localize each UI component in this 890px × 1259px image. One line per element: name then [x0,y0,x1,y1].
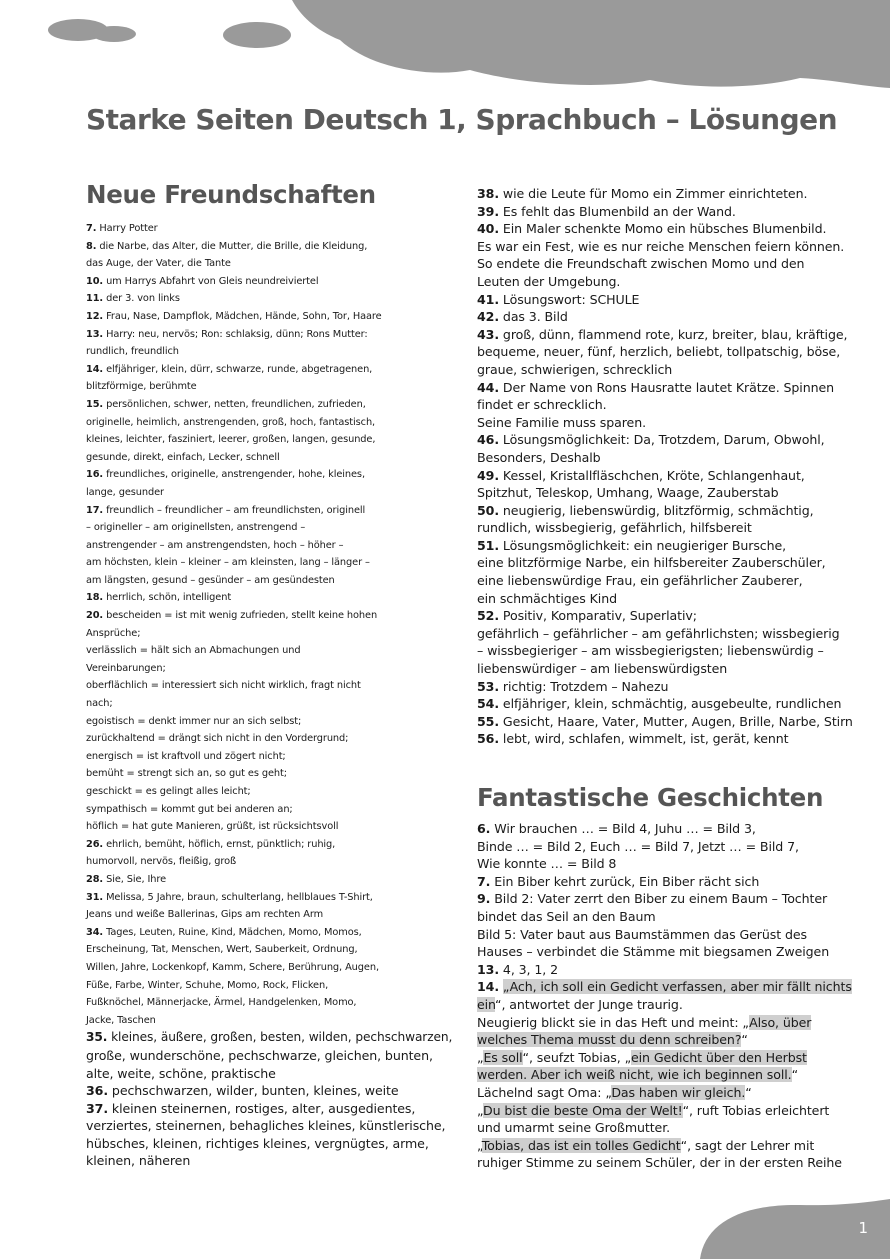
answer-line [477,961,852,979]
answer-text: das 3. Bild [499,309,568,325]
answer-text: Positiv, Komparativ, Superlativ; [499,608,697,624]
answer-line [477,1014,852,1032]
answer-line [477,484,853,502]
answer-text: elfjähriger, klein, dürr, schwarze, runde, abgetragenen, [103,363,373,375]
task-number: 17. [86,504,104,516]
answer-text: die Narbe, das Alter, die Mutter, die Brille, die Kleidung, [96,240,368,252]
answer-text: Wir brauchen … = Bild 4, Juhu … = Bild 3, [490,821,756,836]
task-number: 13. [86,328,104,340]
answer-line [477,449,853,467]
answer-text: “, antwortet der Junge traurig. [495,996,683,1012]
answer-line [477,203,853,221]
answer-line [477,1066,852,1084]
task-number: 39. [477,203,500,219]
task-number: 51. [477,537,500,553]
answer-line [477,519,853,537]
answer-line [477,1154,852,1172]
highlighted-text: welches Thema musst du denn schreiben? [477,1032,742,1048]
answer-text: kleines, äußere, großen, besten, wilden, pechschwarzen, [107,1030,453,1045]
answer-text: das Auge, der Vater, die Tante [86,258,231,270]
highlighted-text: werden. Aber ich weiß nicht, wie ich beginnen soll. [477,1067,792,1083]
task-number: 37. [86,1100,109,1116]
answer-text: Hauses – verbindet die Stämme mit biegsamen Zweigen [477,944,830,960]
task-number: 16. [86,469,104,481]
highlighted-text: Es soll [483,1049,523,1065]
answer-text: am höchsten, klein – kleiner – am kleinsten, lang – länger – [86,557,370,569]
answer-line [477,730,853,748]
answer-line [86,361,452,379]
answer-text: Willen, Jahre, Lockenkopf, Kamm, Schere, Berührung, Augen, [86,961,379,973]
task-number: 7. [86,223,97,234]
answer-line [86,607,452,625]
answer-text: oberflächlich = interessiert sich nicht wirklich, fragt nicht [86,680,361,692]
cloud-shape-large [292,0,890,88]
answer-line [477,1102,852,1120]
answer-text: kleinen, näheren [86,1153,191,1169]
answer-line [86,255,452,273]
task-number: 12. [86,310,104,322]
answer-text: graue, schwierigen, schrecklich [477,361,673,377]
answer-text: herrlich, schön, intelligent [103,592,232,604]
task-number: 53. [477,678,500,694]
answer-text: lange, gesunder [86,486,164,498]
answer-text: persönlichen, schwer, netten, freundlichen, zufrieden, [103,398,366,410]
answer-text: elfjähriger, klein, schmächtig, ausgebeulte, rundlichen [499,696,842,712]
answer-line [477,326,853,344]
answer-text: Tages, Leuten, Ruine, Kind, Mädchen, Momo, Momos, [103,926,362,938]
answer-text: hübsches, kleinen, richtiges kleines, vergnügtes, arme, [86,1135,429,1151]
answer-text: Fußknöchel, Männerjacke, Ärmel, Handgelenken, Momo, [86,997,357,1009]
answer-text: wie die Leute für Momo ein Zimmer einrichteten. [499,186,808,201]
task-number: 28. [86,873,104,885]
answer-line [477,185,853,203]
answer-line [86,765,452,783]
footer-tab-decoration [0,1199,890,1259]
answer-text: geschickt = es gelingt alles leicht; [86,786,251,797]
answer-line [477,855,852,873]
task-number: 42. [477,309,500,325]
task-number: 14. [477,979,500,995]
answer-line [86,502,452,520]
answer-text: ruhiger Stimme zu seinem Schüler, der in der ersten Reihe [477,1155,842,1171]
answer-line [86,889,452,907]
answer-text: pechschwarzen, wilder, bunten, kleines, weite [108,1083,399,1099]
answer-line [477,943,852,961]
answer-line [86,625,452,643]
task-number: 44. [477,379,500,395]
highlighted-text: „Ach, ich soll ein Gedicht verfassen, aber mir fällt nichts [502,979,852,995]
answer-text: “ [741,1032,748,1048]
answer-text: verlässlich = hält sich an Abmachungen und [86,645,301,657]
answer-text: um Harrys Abfahrt von Gleis neundreiviertel [103,275,319,287]
answer-line [86,589,452,607]
answer-text: groß, dünn, flammend rote, kurz, breiter, blau, kräftige, [499,326,848,342]
answer-line [86,730,452,748]
answer-text: “, sagt der Lehrer mit [680,1137,815,1153]
answer-text: gefährlich – gefährlicher – am gefährlichsten; wissbegierig [477,625,840,641]
answer-text: höflich = hat gute Manieren, grüßt, ist rücksichtsvoll [86,821,339,833]
highlighted-text: Du bist die beste Oma der Welt! [482,1102,683,1118]
answer-line [86,220,452,238]
answer-line [477,361,853,379]
section-title-neue-freundschaften: Neue Freundschaften [86,180,376,209]
answer-line [477,1137,852,1155]
answer-line [86,290,452,308]
answer-line [477,642,853,660]
task-number: 56. [477,731,500,747]
task-number: 36. [86,1083,109,1099]
answer-line [86,801,452,819]
cloud-shape-small [223,22,291,48]
answer-line [86,449,452,467]
task-number: 9. [477,891,491,907]
answer-text: Frau, Nase, Dampflok, Mädchen, Hände, Sohn, Tor, Haare [103,310,382,322]
answer-text: Bild 5: Vater baut aus Baumstämmen das Gerüst des [477,926,807,942]
answer-line [86,677,452,695]
answer-text: – origineller – am originellsten, anstrengend – [86,522,306,534]
answer-line [86,1135,452,1153]
answer-text: Lächelnd sagt Oma: „ [477,1084,612,1100]
answer-line [477,537,853,555]
answer-text: freundliches, originelle, anstrengender, hohe, kleines, [103,469,365,481]
answer-text: Wie konnte … = Bild 8 [477,856,617,872]
answer-line [477,838,852,856]
answer-text: Leuten der Umgebung. [477,273,621,289]
task-number: 50. [477,502,500,518]
answer-text: Füße, Farbe, Winter, Schuhe, Momo, Rock, Flicken, [86,979,329,991]
answer-line [477,713,853,731]
answer-text: energisch = ist kraftvoll und zögert nicht; [86,750,286,762]
answer-line [477,978,852,996]
answer-text: Melissa, 5 Jahre, braun, schulterlang, hellblaues T-Shirt, [103,891,373,903]
section-title-fantastische-geschichten: Fantastische Geschichten [477,783,824,812]
answer-text: “ [791,1067,798,1083]
answer-text: eine liebenswürdige Frau, ein gefährlicher Zauberer, [477,573,803,589]
answer-line [86,959,452,977]
answer-line [477,678,853,696]
answer-text: Vereinbarungen; [86,662,166,674]
answer-line [477,255,853,273]
answer-text: – wissbegieriger – am wissbegierigsten; liebenswürdig – [477,643,824,659]
task-number: 10. [86,275,104,287]
answer-list-right-bottom [477,820,852,1172]
answer-text: bemüht = strengt sich an, so gut es geht; [86,768,287,780]
task-number: 31. [86,891,104,903]
answer-line [86,1047,452,1065]
answer-line [86,748,452,766]
answer-text: Jacke, Taschen [86,1014,156,1026]
task-number: 14. [86,363,104,375]
answer-text: Seine Familie muss sparen. [477,414,646,430]
answer-line [477,1049,852,1067]
answer-text: blitzförmige, berühmte [86,381,197,393]
answer-text: Ein Biber kehrt zurück, Ein Biber rächt sich [490,873,760,889]
answer-line [86,572,452,590]
answer-text: rundlich, wissbegierig, gefährlich, hilfsbereit [477,520,752,536]
answer-line [86,1012,452,1030]
task-number: 20. [86,610,104,622]
answer-line [86,1082,452,1100]
answer-line [86,273,452,291]
highlighted-text: Das haben wir gleich. [611,1084,746,1100]
answer-text: „ [477,1137,482,1153]
answer-text: “, ruft Tobias erleichtert [682,1102,830,1118]
header-cloud-decoration [0,0,890,100]
answer-line [86,994,452,1012]
answer-line [86,853,452,871]
task-number: 43. [477,326,500,342]
answer-list-left [86,220,452,1170]
answer-text: alte, weite, schöne, praktische [86,1065,276,1081]
answer-line [477,607,853,625]
task-number: 6. [477,821,491,836]
answer-text: der 3. von links [103,293,180,305]
task-number: 8. [86,240,97,252]
answer-text: Spitzhut, Teleskop, Umhang, Waage, Zauberstab [477,485,779,501]
answer-line [477,308,853,326]
answer-line [86,713,452,731]
task-number: 26. [86,838,104,850]
cloud-shape-small [92,26,136,42]
task-number: 40. [477,221,500,237]
answer-line [477,908,852,926]
answer-line [477,695,853,713]
answer-line [477,502,853,520]
answer-text: So endete die Freundschaft zwischen Momo und den [477,256,805,272]
answer-text: liebenswürdiger – am liebenswürdigsten [477,661,728,677]
answer-text: Gesicht, Haare, Vater, Mutter, Augen, Brille, Narbe, Stirn [499,713,853,729]
answer-line [86,642,452,660]
answer-line [477,238,853,256]
answer-text: Besonders, Deshalb [477,449,601,465]
answer-line [477,291,853,309]
answer-line [477,890,852,908]
task-number: 38. [477,186,500,201]
answer-text: Erscheinung, Tat, Menschen, Wert, Sauberkeit, Ordnung, [86,944,358,956]
answer-text: Lösungswort: SCHULE [499,291,640,307]
answer-line [477,572,853,590]
answer-line [477,273,853,291]
answer-line [477,625,853,643]
highlighted-text: ein Gedicht über den Herbst [631,1049,807,1065]
answer-text: Es war ein Fest, wie es nur reiche Menschen feiern können. [477,238,845,254]
highlighted-text: ein [477,996,496,1012]
answer-text: anstrengender – am anstrengendsten, hoch – höher – [86,539,344,551]
answer-line [86,1152,452,1170]
answer-text: Sie, Sie, Ihre [103,873,167,885]
answer-text: nach; [86,698,113,710]
task-number: 18. [86,592,104,604]
answer-line [477,379,853,397]
answer-line [86,906,452,924]
answer-line [86,1117,452,1135]
task-number: 49. [477,467,500,483]
answer-line [86,1029,452,1047]
answer-text: Der Name von Rons Hausratte lautet Krätze. Spinnen [499,379,834,395]
answer-text: egoistisch = denkt immer nur an sich selbst; [86,715,302,727]
answer-text: 4, 3, 1, 2 [499,961,558,977]
answer-text: „ [477,1102,483,1118]
answer-text: originelle, heimlich, anstrengenden, groß, hoch, fantastisch, [86,416,376,428]
page-title: Starke Seiten Deutsch 1, Sprachbuch – Lösungen [86,103,838,136]
task-number: 11. [86,293,104,305]
answer-text: am längsten, gesund – gesünder – am gesündesten [86,574,335,586]
answer-line [86,818,452,836]
page-number: 1 [858,1219,868,1237]
answer-line [477,820,852,838]
answer-text: ehrlich, bemüht, höflich, ernst, pünktlich; ruhig, [103,838,336,850]
answer-line [477,220,853,238]
answer-text: humorvoll, nervös, fleißig, groß [86,856,237,868]
answer-line [477,467,853,485]
answer-list-right-top [477,185,853,748]
answer-text: ein schmächtiges Kind [477,590,617,606]
answer-line [86,396,452,414]
task-number: 46. [477,432,500,448]
task-number: 7. [477,873,491,889]
answer-line [477,1084,852,1102]
task-number: 13. [477,961,500,977]
answer-text: sympathisch = kommt gut bei anderen an; [86,803,293,815]
answer-line [477,590,853,608]
answer-line [86,695,452,713]
highlighted-text: Tobias, das ist ein tolles Gedicht [481,1137,681,1153]
answer-text: Es fehlt das Blumenbild an der Wand. [499,203,736,219]
task-number: 15. [86,398,104,410]
answer-line [86,238,452,256]
answer-line [86,871,452,889]
answer-line [477,414,853,432]
answer-line [86,431,452,449]
answer-text: “, seufzt Tobias, „ [522,1049,631,1065]
answer-text: Jeans und weiße Ballerinas, Gips am rechten Arm [86,909,324,921]
answer-line [86,519,452,537]
answer-text: bindet das Seil an den Baum [477,908,656,924]
answer-line [86,466,452,484]
answer-line [86,414,452,432]
answer-line [477,343,853,361]
answer-text: große, wunderschöne, pechschwarze, gleichen, bunten, [86,1047,433,1063]
answer-line [477,660,853,678]
answer-text: kleines, leichter, fasziniert, leerer, großen, langen, gesunde, [86,434,376,446]
answer-line [477,431,853,449]
answer-text: Binde … = Bild 2, Euch … = Bild 7, Jetzt … = Bild 7, [477,838,799,854]
answer-text: zurückhaltend = drängt sich nicht in den Vordergrund; [86,733,349,745]
answer-text: bescheiden = ist mit wenig zufrieden, stellt keine hohen [103,610,378,622]
answer-line [86,836,452,854]
answer-text: “ [745,1084,752,1100]
answer-text: lebt, wird, schlafen, wimmelt, ist, gerät, kennt [499,731,789,747]
answer-line [86,783,452,801]
answer-text: Lösungsmöglichkeit: ein neugieriger Bursche, [499,537,787,553]
answer-text: rundlich, freundlich [86,346,179,358]
answer-text: freundlich – freundlicher – am freundlichsten, originell [103,504,366,516]
answer-line [86,977,452,995]
task-number: 52. [477,608,500,624]
highlighted-text: Also, über [749,1014,812,1030]
answer-line [477,926,852,944]
answer-text: neugierig, liebenswürdig, blitzförmig, schmächtig, [499,502,814,518]
answer-line [86,924,452,942]
answer-text: Harry Potter [96,223,158,234]
answer-text: verziertes, steinernen, behagliches kleines, künstlerische, [86,1118,446,1134]
answer-line [477,1031,852,1049]
answer-line [86,941,452,959]
task-number: 55. [477,713,500,729]
answer-line [86,378,452,396]
answer-text: gesunde, direkt, einfach, Lecker, schnell [86,451,280,463]
answer-line [86,326,452,344]
answer-text: Neugierig blickt sie in das Heft und meint: „ [477,1014,750,1030]
answer-text: „ [477,1049,484,1065]
answer-text: kleinen steinernen, rostiges, alter, ausgedientes, [108,1100,416,1116]
answer-line [86,1100,452,1118]
answer-line [477,996,852,1014]
answer-text: Ein Maler schenkte Momo ein hübsches Blumenbild. [499,221,827,237]
answer-line [86,554,452,572]
answer-line [86,660,452,678]
answer-line [477,1119,852,1137]
answer-text: Kessel, Kristallfläschchen, Kröte, Schlangenhaut, [499,467,805,483]
task-number: 54. [477,696,500,712]
answer-text: bequeme, neuer, fünf, herzlich, beliebt, tollpatschig, böse, [477,344,841,360]
answer-text: findet er schrecklich. [477,397,607,413]
answer-line [477,396,853,414]
answer-text: und umarmt seine Großmutter. [477,1120,671,1136]
answer-text: Bild 2: Vater zerrt den Biber zu einem Baum – Tochter [490,891,828,907]
answer-text: Harry: neu, nervös; Ron: schlaksig, dünn; Rons Mutter: [103,328,368,340]
answer-text: eine blitzförmige Narbe, ein hilfsbereiter Zauberschüler, [477,555,826,571]
answer-line [86,343,452,361]
answer-text: richtig: Trotzdem – Nahezu [499,678,669,694]
answer-line [86,537,452,555]
answer-line [477,554,853,572]
task-number: 35. [86,1030,108,1045]
answer-line [86,308,452,326]
answer-line [86,1065,452,1083]
task-number: 41. [477,291,500,307]
answer-text: Lösungsmöglichkeit: Da, Trotzdem, Darum, Obwohl, [499,432,825,448]
answer-line [86,484,452,502]
task-number: 34. [86,926,104,938]
answer-text: Ansprüche; [86,627,141,639]
answer-line [477,873,852,891]
